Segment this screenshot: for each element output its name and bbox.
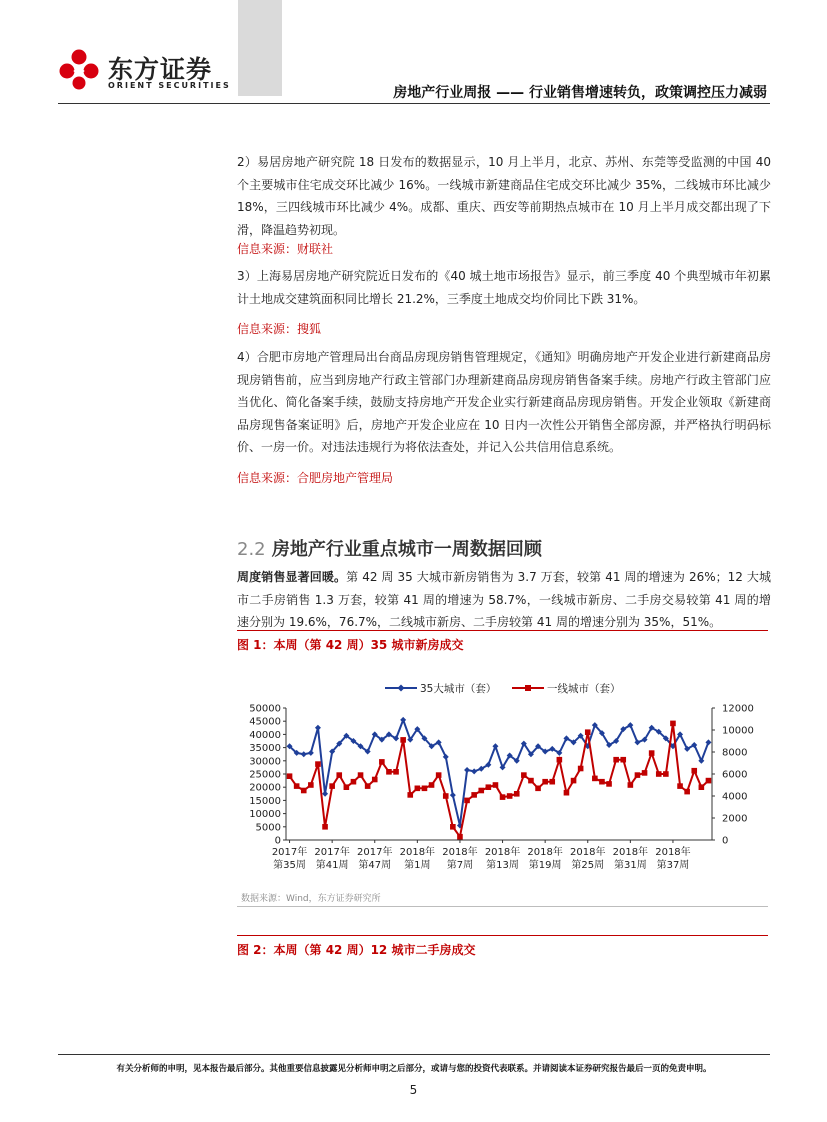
figure2-top-rule xyxy=(237,935,768,936)
series2-point xyxy=(315,761,321,767)
header-divider xyxy=(58,103,770,104)
legend-label-series1: 35大城市（套） xyxy=(420,683,497,695)
series2-point xyxy=(677,783,683,789)
series2-point xyxy=(471,792,477,798)
left-tick-label: 50000 xyxy=(249,703,281,715)
series2-point xyxy=(407,792,413,798)
right-tick-label: 8000 xyxy=(722,747,748,759)
x-tick-label-year: 2017年 xyxy=(271,847,308,858)
series2-point xyxy=(336,772,342,778)
right-tick-label: 6000 xyxy=(722,769,748,781)
series2-point xyxy=(620,757,626,763)
section-number: 2.2 xyxy=(237,539,266,560)
series2-point xyxy=(486,784,492,790)
section-summary xyxy=(237,566,771,634)
series2-point xyxy=(400,737,406,743)
left-tick-label: 35000 xyxy=(249,743,281,755)
series2-point xyxy=(585,729,591,735)
series2-point xyxy=(542,779,548,785)
series2-point xyxy=(642,770,648,776)
series2-point xyxy=(436,772,442,778)
figure1-caption: 图 1：本周（第 42 周）35 城市新房成交 xyxy=(237,638,464,652)
series2-point xyxy=(706,778,712,784)
header-gray-band xyxy=(238,0,282,96)
footer-divider xyxy=(58,1054,770,1055)
series2-point xyxy=(358,772,364,778)
left-tick-label: 45000 xyxy=(249,716,281,728)
x-tick-label-week: 第41周 xyxy=(315,860,349,871)
series2-point xyxy=(443,793,449,799)
series2-point xyxy=(663,771,669,777)
left-tick-label: 40000 xyxy=(249,729,281,741)
series2-point xyxy=(365,783,371,789)
series1-point xyxy=(705,739,711,745)
series2-point xyxy=(379,759,385,765)
series2-point xyxy=(564,790,570,796)
series1-point xyxy=(443,754,449,760)
x-tick-label-year: 2018年 xyxy=(612,847,649,858)
series1-point xyxy=(450,792,456,798)
series2-point xyxy=(521,772,527,778)
series2-point xyxy=(549,779,555,785)
x-tick-label-week: 第13周 xyxy=(486,860,519,871)
x-tick-label-week: 第31周 xyxy=(613,860,647,871)
series2-point xyxy=(670,721,676,727)
x-tick-label-week: 第35周 xyxy=(273,860,306,871)
figure1-top-rule xyxy=(237,630,768,631)
left-tick-label: 15000 xyxy=(249,795,281,807)
series2-point xyxy=(691,768,697,774)
series2-point xyxy=(656,771,662,777)
x-tick-label-year: 2018年 xyxy=(442,847,478,858)
legend-marker-series1 xyxy=(398,685,405,692)
news-paragraph-3: 3）上海易居房地产研究院近日发布的《40 城土地市场报告》显示，前三季度 40 个典型城市年初累计土地成交建筑面积同比增长 21.2%，三季度土地成交均价同比下跌 31%。 xyxy=(237,269,771,306)
x-tick-label-week: 第37周 xyxy=(656,860,690,871)
series1-point xyxy=(471,768,477,774)
series1-point xyxy=(308,750,314,756)
news-source-2: 信息来源：财联社 xyxy=(237,242,334,256)
series2-point xyxy=(613,757,619,763)
x-tick-label-year: 2018年 xyxy=(655,847,691,858)
legend-marker-series2 xyxy=(525,685,531,691)
x-tick-label-year: 2018年 xyxy=(570,847,606,858)
series1-point xyxy=(464,767,470,773)
series2-point xyxy=(450,824,456,830)
x-tick-label-year: 2017年 xyxy=(314,847,350,858)
section-title-text: 房地产行业重点城市一周数据回顾 xyxy=(271,539,542,560)
series2-point xyxy=(422,786,428,792)
series2-point xyxy=(628,782,634,788)
series2-point xyxy=(429,782,435,788)
left-tick-label: 30000 xyxy=(249,756,281,768)
news-paragraph-2: 2）易居房地产研究院 18 日发布的数据显示，10 月上半月，北京、苏州、东莞等受监测的中国 40 个主要城市住宅成交环比减少 16%。一线城市新建商品住宅成交环比减少 35%，二线城市环比减少 18%，三四线城市环比减少 4%。成都、重庆、西安等前期热点城市在 10 月上半月成交都出现了下滑，降温趋势初现。 xyxy=(237,155,771,237)
series2-point xyxy=(287,773,293,779)
series2-point xyxy=(500,794,506,800)
orient-logo-icon xyxy=(58,48,100,90)
series2-point xyxy=(528,778,534,784)
series2-point xyxy=(294,783,300,789)
series2-point xyxy=(606,781,612,787)
logo-text-en: ORIENT SECURITIES xyxy=(108,81,231,90)
series2-point xyxy=(592,776,598,782)
series1-point xyxy=(322,791,328,797)
footer-disclaimer: 有关分析师的申明，见本报告最后部分。其他重要信息披露见分析师申明之后部分，或请与您的投资代表联系。并请阅读本证券研究报告最后一页的免责申明。 xyxy=(116,1064,712,1074)
series2-point xyxy=(684,789,690,795)
series2-point xyxy=(322,824,328,830)
series2-point xyxy=(478,788,484,794)
legend-label-series2: 一线城市（套） xyxy=(547,683,621,695)
series1-point xyxy=(634,739,640,745)
x-tick-label-week: 第1周 xyxy=(404,860,431,871)
x-tick-label-week: 第19周 xyxy=(528,860,562,871)
right-tick-label: 0 xyxy=(722,835,729,847)
x-tick-label-year: 2018年 xyxy=(399,847,436,858)
series2-point xyxy=(393,769,399,775)
figure1-chart xyxy=(237,668,768,890)
right-tick-label: 10000 xyxy=(722,725,754,737)
section-body: 第 42 周 35 大城市新房销售为 3.7 万套，较第 41 周的增速为 26%；12 大城市二手房销售 1.3 万套，较第 41 周的增速为 58.7%，一线城市新房、二手房交易较第 41 周的增速分别为 19.6%，76.7%，二线城市新房、二手房较第 41 周的增速分别为 35%，51%。 xyxy=(237,570,771,629)
left-tick-label: 25000 xyxy=(249,769,281,781)
section-heading xyxy=(237,535,542,561)
figure2-caption: 图 2：本周（第 42 周）12 城市二手房成交 xyxy=(237,943,476,957)
x-tick-label-year: 2017年 xyxy=(357,847,393,858)
x-tick-label-week: 第47周 xyxy=(358,860,392,871)
series1-point xyxy=(301,751,307,757)
left-tick-label: 5000 xyxy=(255,822,281,834)
right-tick-label: 12000 xyxy=(722,703,754,715)
news-source-4: 信息来源：合肥房地产管理局 xyxy=(237,471,394,485)
series2-point xyxy=(351,779,357,785)
series2-point xyxy=(344,784,350,790)
figure1-bottom-rule xyxy=(237,906,768,907)
series2-point xyxy=(301,788,307,794)
series2-point xyxy=(308,782,314,788)
series2-point xyxy=(386,769,392,775)
series2-point xyxy=(514,791,520,797)
figure1-source: 数据来源：Wind，东方证券研究所 xyxy=(241,894,381,904)
x-tick-label-week: 第7周 xyxy=(446,860,474,871)
x-tick-label-week: 第25周 xyxy=(571,860,605,871)
logo-text-cn: 东方证券 xyxy=(108,55,213,84)
series2-point xyxy=(578,766,584,772)
series1-point xyxy=(492,743,498,749)
section-lead: 周度销售显著回暖。 xyxy=(237,570,347,584)
series1-point xyxy=(400,717,406,723)
right-tick-label: 4000 xyxy=(722,791,748,803)
series2-point xyxy=(635,772,641,778)
series2-point xyxy=(507,793,513,799)
series2-point xyxy=(557,757,563,763)
report-title: 房地产行业周报 —— 行业销售增速转负，政策调控压力减弱 xyxy=(393,85,767,101)
left-tick-label: 20000 xyxy=(249,782,281,794)
left-tick-label: 10000 xyxy=(249,809,281,821)
left-tick-label: 0 xyxy=(274,835,281,847)
series2-point xyxy=(535,786,541,792)
x-tick-label-year: 2018年 xyxy=(484,847,521,858)
series2-point xyxy=(372,777,378,783)
series2-point xyxy=(649,750,655,756)
series1-point xyxy=(698,758,704,764)
news-paragraph-4: 4）合肥市房地产管理局出台商品房现房销售管理规定，《通知》明确房地产开发企业进行新建商品房现房销售前，应当到房地产行政主管部门办理新建商品房现房销售备案手续。房地产行政主管部门应当优化、简化备案手续，鼓励支持房地产开发企业实行新建商品房现房销售。开发企业领取《新建商品房现售备案证明》后，房地产开发企业应在 10 日内一次性公开销售全部房源，并严格执行明码标价、一房一价。对违法违规行为将依法查处，并记入公共信用信息系统。 xyxy=(237,350,771,454)
series2-point xyxy=(457,834,463,840)
page-number: 5 xyxy=(409,1083,418,1097)
news-source-3: 信息来源：搜狐 xyxy=(237,322,322,336)
series2-point xyxy=(415,786,421,792)
series2-point xyxy=(329,783,335,789)
series2-point xyxy=(493,782,499,788)
series1-point xyxy=(315,725,321,731)
series2-point xyxy=(571,778,577,784)
right-tick-label: 2000 xyxy=(722,813,748,825)
series2-point xyxy=(599,779,605,785)
series2-point xyxy=(464,798,470,804)
x-tick-label-year: 2018年 xyxy=(527,847,563,858)
series2-point xyxy=(699,784,705,790)
